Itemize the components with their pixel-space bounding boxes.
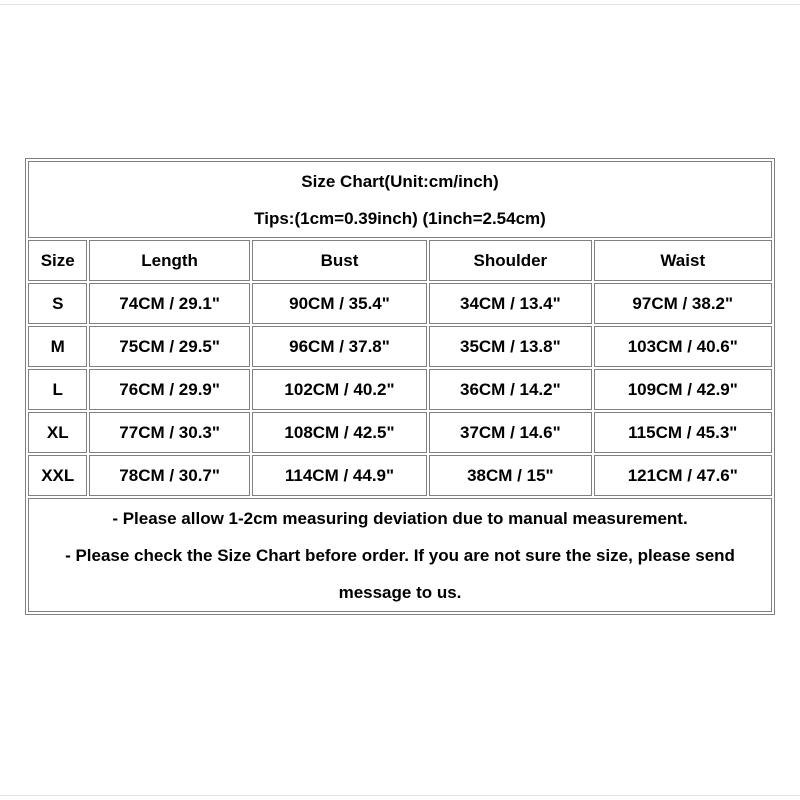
- chart-title: Size Chart(Unit:cm/inch): [301, 171, 499, 191]
- title-row: [28, 161, 772, 238]
- bottom-divider: [0, 795, 800, 796]
- table-row: [28, 412, 772, 453]
- length-cell: 76CM / 29.9": [89, 369, 249, 410]
- table-row: [28, 283, 772, 324]
- table-row: [28, 326, 772, 367]
- waist-cell: 109CM / 42.9": [594, 369, 773, 410]
- header-bust: Bust: [252, 240, 427, 281]
- size-cell: XXL: [28, 455, 87, 496]
- bust-cell: 102CM / 40.2": [252, 369, 427, 410]
- size-cell: S: [28, 283, 87, 324]
- waist-cell: 103CM / 40.6": [594, 326, 773, 367]
- size-cell: L: [28, 369, 87, 410]
- length-cell: 75CM / 29.5": [89, 326, 249, 367]
- size-chart-table: [25, 158, 775, 615]
- header-waist: Waist: [594, 240, 773, 281]
- waist-cell: 121CM / 47.6": [594, 455, 773, 496]
- top-divider: [0, 4, 800, 5]
- shoulder-cell: 38CM / 15": [429, 455, 591, 496]
- deviation-note: - Please allow 1-2cm measuring deviation due to manual measurement.: [112, 508, 688, 528]
- waist-cell: 115CM / 45.3": [594, 412, 773, 453]
- header-size: Size: [28, 240, 87, 281]
- length-cell: 74CM / 29.1": [89, 283, 249, 324]
- bust-cell: 96CM / 37.8": [252, 326, 427, 367]
- bust-cell: 90CM / 35.4": [252, 283, 427, 324]
- notes-cell: [28, 498, 772, 612]
- shoulder-cell: 37CM / 14.6": [429, 412, 591, 453]
- size-cell: XL: [28, 412, 87, 453]
- size-cell: M: [28, 326, 87, 367]
- check-size-note: - Please check the Size Chart before order. If you are not sure the size, please send message to us.: [65, 545, 735, 602]
- table-row: [28, 455, 772, 496]
- shoulder-cell: 34CM / 13.4": [429, 283, 591, 324]
- header-row: [28, 240, 772, 281]
- conversion-tips: Tips:(1cm=0.39inch) (1inch=2.54cm): [254, 208, 546, 228]
- length-cell: 77CM / 30.3": [89, 412, 249, 453]
- bust-cell: 108CM / 42.5": [252, 412, 427, 453]
- title-cell: [28, 161, 772, 238]
- header-length: Length: [89, 240, 249, 281]
- length-cell: 78CM / 30.7": [89, 455, 249, 496]
- header-shoulder: Shoulder: [429, 240, 591, 281]
- shoulder-cell: 36CM / 14.2": [429, 369, 591, 410]
- shoulder-cell: 35CM / 13.8": [429, 326, 591, 367]
- notes-row: [28, 498, 772, 612]
- bust-cell: 114CM / 44.9": [252, 455, 427, 496]
- waist-cell: 97CM / 38.2": [594, 283, 773, 324]
- table-row: [28, 369, 772, 410]
